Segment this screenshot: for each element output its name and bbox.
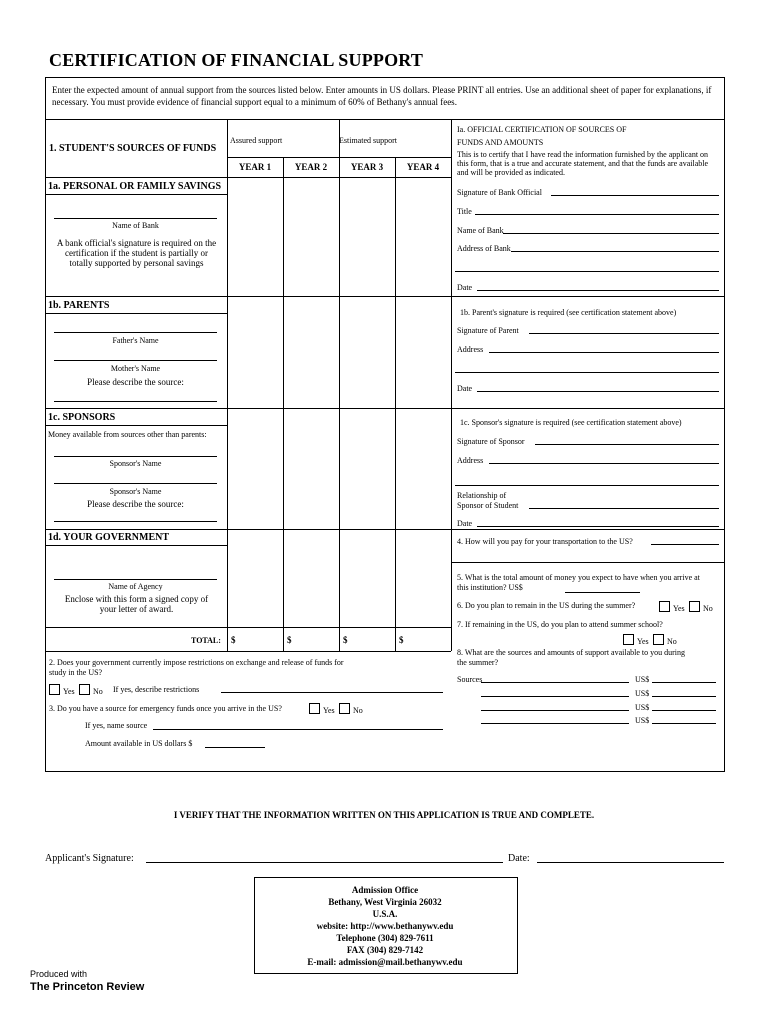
q6-no-option[interactable]: No [689, 601, 713, 614]
uss-label-1: US$ [635, 675, 650, 684]
section-1d-heading: 1d. YOUR GOVERNMENT [48, 532, 170, 543]
bank-name-line[interactable] [54, 218, 217, 219]
agency-name-line[interactable] [54, 579, 217, 580]
total-year-4[interactable]: $ [399, 635, 404, 645]
address-of-bank-line[interactable] [511, 251, 719, 252]
sponsor-address-line-2[interactable] [455, 485, 719, 486]
bank-note: A bank official's signature is required on the certification if the student is partially or totally supported by personal savings [56, 238, 217, 268]
title-label: Title [457, 207, 472, 216]
title-line[interactable] [475, 214, 719, 215]
question-8: 8. What are the sources and amounts of support available to you during the summer? [457, 648, 686, 667]
verify-statement: I VERIFY THAT THE INFORMATION WRITTEN ON THIS APPLICATION IS TRUE AND COMPLETE. [173, 810, 595, 820]
sig-sponsor-label: Signature of Sponsor [457, 437, 525, 446]
source-line-3[interactable] [481, 710, 629, 711]
sponsors-name-label-2: Sponsor's Name [109, 487, 162, 496]
mother-name-line[interactable] [54, 360, 217, 361]
q7-no-option[interactable]: No [653, 634, 677, 647]
relationship-label-2: Sponsor of Student [457, 501, 519, 510]
mothers-name-label: Mother's Name [110, 364, 161, 373]
total-year-3[interactable]: $ [343, 635, 348, 645]
cert-statement: This is to certify that I have read the information furnished by the applicant on this form, that is a true and accurate statement, and that the funds are available and will be provided as indicated. [457, 150, 709, 177]
parent-sig-note: 1b. Parent's signature is required (see certification statement above) [460, 308, 677, 317]
office-website[interactable]: website: http://www.bethanywv.edu [316, 921, 454, 931]
source-line-4[interactable] [481, 723, 629, 724]
source-description-line-1c[interactable] [54, 521, 217, 522]
princeton-review-logo: The Princeton Review [30, 981, 145, 993]
describe-source-label-1c: Please describe the source: [87, 499, 184, 509]
applicant-signature-label: Applicant's Signature: [45, 853, 134, 864]
sig-parent-label: Signature of Parent [457, 326, 519, 335]
amount-line-4[interactable] [652, 723, 716, 724]
produced-with-label: Produced with [30, 969, 88, 979]
q2-yes-option[interactable]: Yes [49, 684, 75, 697]
total-label: TOTAL: [191, 636, 221, 645]
q6-yes-option[interactable]: Yes [659, 601, 685, 614]
q3-source-line[interactable] [153, 729, 443, 730]
source-description-line-1b[interactable] [54, 401, 217, 402]
q4-answer-line[interactable] [651, 544, 719, 545]
q3-yes-checkbox[interactable] [309, 703, 320, 714]
uss-label-3: US$ [635, 703, 650, 712]
right-bank-name-line[interactable] [503, 233, 719, 234]
source-line-2[interactable] [481, 696, 629, 697]
sponsor-sig-note: 1c. Sponsor's signature is required (see certification statement above) [460, 418, 682, 427]
year-1-header: YEAR 1 [238, 162, 272, 172]
amount-line-2[interactable] [652, 696, 716, 697]
q2-restrictions-line[interactable] [221, 692, 443, 693]
name-of-bank-label: Name of Bank [112, 221, 159, 230]
money-other-label: Money available from sources other than parents: [48, 430, 207, 439]
amount-line-3[interactable] [652, 710, 716, 711]
sig-bank-official-line[interactable] [551, 195, 719, 196]
cert-title-line-1: Ia. OFFICIAL CERTIFICATION OF SOURCES OF [457, 125, 627, 134]
uss-label-4: US$ [635, 716, 650, 725]
right-bank-name-label: Name of Bank [457, 226, 504, 235]
fathers-name-label: Father's Name [112, 336, 159, 345]
father-name-line[interactable] [54, 332, 217, 333]
office-email[interactable]: E-mail: admission@mail.bethanywv.edu [307, 957, 463, 967]
parent-address-line[interactable] [489, 352, 719, 353]
parent-address-label: Address [457, 345, 484, 354]
section-1b-heading: 1b. PARENTS [48, 300, 110, 311]
q7-no-checkbox[interactable] [653, 634, 664, 645]
date-label-bank: Date [457, 283, 473, 292]
describe-source-label-1b: Please describe the source: [87, 377, 184, 387]
source-line-1[interactable] [481, 682, 629, 683]
question-3: 3. Do you have a source for emergency funds once you arrive in the US? [49, 704, 282, 713]
year-2-header: YEAR 2 [294, 162, 328, 172]
uss-label-2: US$ [635, 689, 650, 698]
office-line-3: U.S.A. [372, 909, 398, 919]
sources-label: Sources [457, 675, 483, 684]
q3-no-checkbox[interactable] [339, 703, 350, 714]
amount-available-label: Amount available in US dollars $ [85, 739, 193, 748]
q7-yes-option[interactable]: Yes [623, 634, 649, 647]
section-1c-heading: 1c. SPONSORS [48, 412, 116, 423]
q3-yes-option[interactable]: Yes [309, 703, 335, 716]
section-1a-heading: 1a. PERSONAL OR FAMILY SAVINGS [48, 181, 222, 192]
q2-yes-checkbox[interactable] [49, 684, 60, 695]
year-3-header: YEAR 3 [350, 162, 384, 172]
q2-no-option[interactable]: No [79, 684, 103, 697]
amount-line-1[interactable] [652, 682, 716, 683]
date-label: Date: [508, 853, 530, 864]
date-label-sponsor: Date [457, 519, 473, 528]
total-year-1[interactable]: $ [231, 635, 236, 645]
sponsor-name-line-2[interactable] [54, 483, 217, 484]
sig-bank-official-label: Signature of Bank Official [457, 188, 542, 197]
address-of-bank-line-2[interactable] [455, 271, 719, 272]
name-of-agency-label: Name of Agency [108, 582, 163, 591]
sig-sponsor-line[interactable] [535, 444, 719, 445]
question-7: 7. If remaining in the US, do you plan to attend summer school? [457, 620, 663, 629]
office-telephone: Telephone (304) 829-7611 [336, 933, 434, 943]
q2-if-yes-label: If yes, describe restrictions [113, 685, 200, 694]
q5-answer-line[interactable] [565, 592, 640, 593]
enclose-note: Enclose with this form a signed copy of your letter of award. [64, 594, 209, 614]
question-2: 2. Does your government currently impose restrictions on exchange and release of funds for study in the US? [49, 658, 344, 677]
section-1-heading: 1. STUDENT'S SOURCES OF FUNDS [49, 143, 217, 154]
sponsors-name-label-1: Sponsor's Name [109, 459, 162, 468]
question-4: 4. How will you pay for your transportation to the US? [457, 537, 633, 546]
date-line-sponsor[interactable] [477, 526, 719, 527]
cert-title-line-2: FUNDS AND AMOUNTS [457, 138, 544, 147]
assured-support-label: Assured support [230, 136, 283, 145]
date-line-parent[interactable] [477, 391, 719, 392]
q6-yes-checkbox[interactable] [659, 601, 670, 612]
question-5: 5. What is the total amount of money you expect to have when you arrive at this institution? US$ [457, 573, 700, 592]
amount-available-line[interactable] [205, 747, 265, 748]
q2-no-checkbox[interactable] [79, 684, 90, 695]
office-line-2: Bethany, West Virginia 26032 [328, 897, 442, 907]
applicant-signature-line[interactable] [146, 862, 503, 863]
relationship-label-1: Relationship of [457, 491, 507, 500]
relationship-line[interactable] [529, 508, 719, 509]
q3-if-yes-label: If yes, name source [85, 721, 148, 730]
office-line-1: Admission Office [351, 885, 419, 895]
total-year-2[interactable]: $ [287, 635, 292, 645]
year-4-header: YEAR 4 [406, 162, 440, 172]
address-of-bank-label: Address of Bank [457, 244, 511, 253]
parent-address-line-2[interactable] [455, 372, 719, 373]
sig-parent-line[interactable] [529, 333, 719, 334]
estimated-support-label: Estimated support [339, 136, 397, 145]
sponsor-name-line-1[interactable] [54, 456, 217, 457]
sponsor-address-label: Address [457, 456, 484, 465]
q7-yes-checkbox[interactable] [623, 634, 634, 645]
date-line[interactable] [537, 862, 724, 863]
date-line-bank[interactable] [477, 290, 719, 291]
page-title: CERTIFICATION OF FINANCIAL SUPPORT [49, 50, 424, 70]
question-6: 6. Do you plan to remain in the US during the summer? [457, 601, 636, 610]
q3-no-option[interactable]: No [339, 703, 363, 716]
date-label-parent: Date [457, 384, 473, 393]
intro-text: Enter the expected amount of annual support from the sources listed below. Enter amounts in US dollars. Please PRINT all entries. Use an additional sheet of paper for explanations, if necessary. You must provide evidence of financial support equal to a minimum of 60% of Bethany's annual fees. [52, 85, 712, 107]
office-fax: FAX (304) 829-7142 [346, 945, 424, 955]
sponsor-address-line[interactable] [489, 463, 719, 464]
q6-no-checkbox[interactable] [689, 601, 700, 612]
